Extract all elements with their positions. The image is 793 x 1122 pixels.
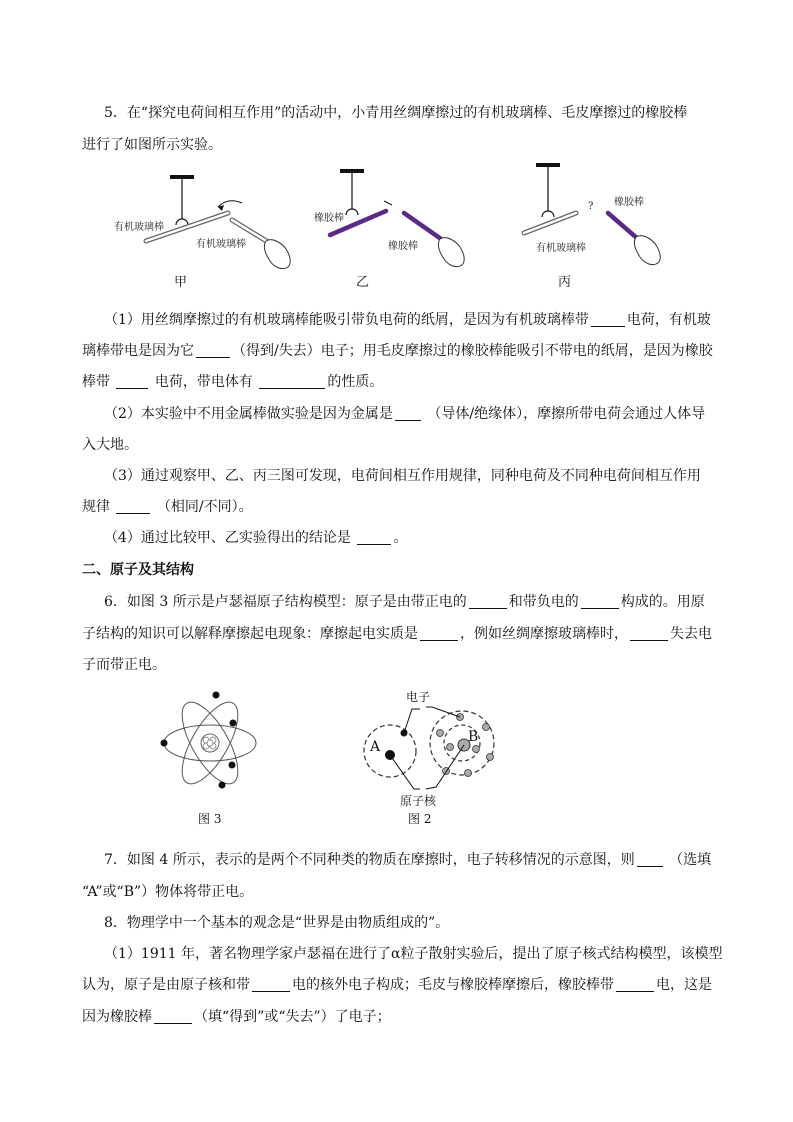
- svg-text:有机玻璃棒: 有机玻璃棒: [536, 243, 586, 254]
- hand-icon: [634, 236, 660, 265]
- q5-s2-line-1: （2）本实验中不用金属棒做实验是因为金属是 （导体/绝缘体），摩擦所带电荷会通过人体导: [104, 406, 706, 422]
- figure-yi: [314, 169, 464, 290]
- section-heading: 二、原子及其结构: [82, 562, 194, 578]
- svg-text:橡胶棒: 橡胶棒: [614, 197, 644, 208]
- caption-jia: 甲: [174, 275, 188, 290]
- figure-jia: [114, 175, 290, 290]
- electron: [230, 720, 237, 727]
- figure-bing: [524, 163, 660, 290]
- q5-s4-line: （4）通过比较甲、乙实验得出的结论是 。: [104, 530, 408, 546]
- q6-line-2: 子结构的知识可以解释摩擦起电现象：摩擦起电实质是 ，例如丝绸摩擦玻璃棒时， 失去电: [82, 626, 712, 642]
- svg-text:橡胶棒: 橡胶棒: [388, 241, 418, 252]
- q5-line-1: 5．在“探究电荷间相互作用”的活动中，小青用丝绸摩擦过的有机玻璃棒、毛皮摩擦过的橡胶棒: [104, 105, 688, 121]
- label-B: B: [468, 729, 479, 745]
- label-glass-rod-left: 有机玻璃棒: [114, 222, 164, 233]
- answer-blank[interactable]: [420, 624, 458, 641]
- q5-s1-line-1: （1）用丝绸摩擦过的有机玻璃棒能吸引带负电荷的纸屑，是因为有机玻璃棒带 电荷，有机玻: [104, 312, 711, 328]
- q5-s2-line-2: 入大地。: [82, 437, 138, 453]
- label-A: A: [370, 739, 381, 755]
- electron: [213, 692, 220, 699]
- answer-blank[interactable]: [196, 341, 230, 358]
- svg-text:橡胶棒: 橡胶棒: [314, 213, 344, 224]
- answer-blank[interactable]: [469, 592, 507, 609]
- q8-s1-line-2: 认为，原子是由原子核和带 电的核外电子构成；毛皮与橡胶棒摩擦后，橡胶棒带 电，这是: [82, 977, 712, 993]
- q8-s1-line-3: 因为橡胶棒 （填“得到”或“失去”）了电子；: [82, 1009, 391, 1025]
- answer-blank[interactable]: [259, 372, 325, 389]
- caption-yi: 乙: [356, 275, 370, 290]
- label-nucleus: 原子核: [400, 794, 437, 808]
- atom-figures: [150, 685, 530, 830]
- q6-line-1: 6．如图 3 所示是卢瑟福原子结构模型：原子是由带正电的 和带负电的 构成的。用原: [104, 594, 705, 610]
- figure-3-rutherford-atom: [161, 692, 257, 827]
- answer-blank[interactable]: [581, 592, 619, 609]
- figure-3-caption: 图 3: [198, 812, 222, 826]
- label-electron: 电子: [406, 690, 431, 704]
- hanger-hook: [176, 219, 188, 225]
- answer-blank[interactable]: [154, 1007, 192, 1024]
- electron: [219, 782, 226, 789]
- rubber-rod-hand: [404, 213, 444, 241]
- answer-blank[interactable]: [116, 497, 150, 514]
- hand-icon: [438, 238, 464, 267]
- answer-blank[interactable]: [616, 975, 654, 992]
- figure-2-electron-transfer: [364, 689, 494, 826]
- q5-figure: [100, 163, 700, 293]
- q5-s1-line-2: 璃棒带电是因为它 （得到/失去）电子；用毛皮摩擦过的橡胶棒能吸引不带电的纸屑，是因为橡胶: [82, 343, 713, 359]
- electron: [229, 762, 236, 769]
- answer-blank[interactable]: [116, 372, 148, 389]
- answer-blank[interactable]: [630, 624, 668, 641]
- caption-bing: 丙: [558, 275, 572, 290]
- q5-s3-line-1: （3）通过观察甲、乙、丙三图可发现，电荷间相互作用规律，同种电荷及不同种电荷间相互作用: [104, 468, 701, 484]
- q8-s1-line-1: （1）1911 年，著名物理学家卢瑟福在进行了α粒子散射实验后，提出了原子核式结构模型，该模型: [104, 946, 723, 962]
- label-glass-rod-right: 有机玻璃棒: [196, 239, 246, 250]
- stand-bar: [170, 175, 194, 179]
- svg-text:?: ?: [588, 201, 594, 212]
- q7-line-1: 7．如图 4 所示，表示的是两个不同种类的物质在摩擦时，电子转移情况的示意图，则 （选填: [104, 852, 712, 868]
- answer-blank[interactable]: [637, 850, 663, 867]
- answer-blank[interactable]: [395, 404, 421, 421]
- hand-icon: [264, 240, 290, 269]
- answer-blank[interactable]: [357, 528, 391, 545]
- electron-leader: [404, 709, 420, 733]
- q6-line-3: 子而带正电。: [82, 657, 166, 673]
- q5-line-2: 进行了如图所示实验。: [82, 137, 222, 153]
- answer-blank[interactable]: [252, 975, 290, 992]
- q8-line-1: 8．物理学中一个基本的观念是“世界是由物质组成的”。: [104, 915, 450, 931]
- q5-s1-line-3: 棒带 电荷，带电体有 的性质。: [82, 374, 384, 390]
- q5-s3-line-2: 规律 （相同/不同）。: [82, 499, 253, 515]
- q7-line-2: “A”或“B”）物体将带正电。: [82, 884, 254, 900]
- answer-blank[interactable]: [591, 310, 625, 327]
- figure-2-caption: 图 2: [408, 812, 432, 826]
- electron: [161, 740, 168, 747]
